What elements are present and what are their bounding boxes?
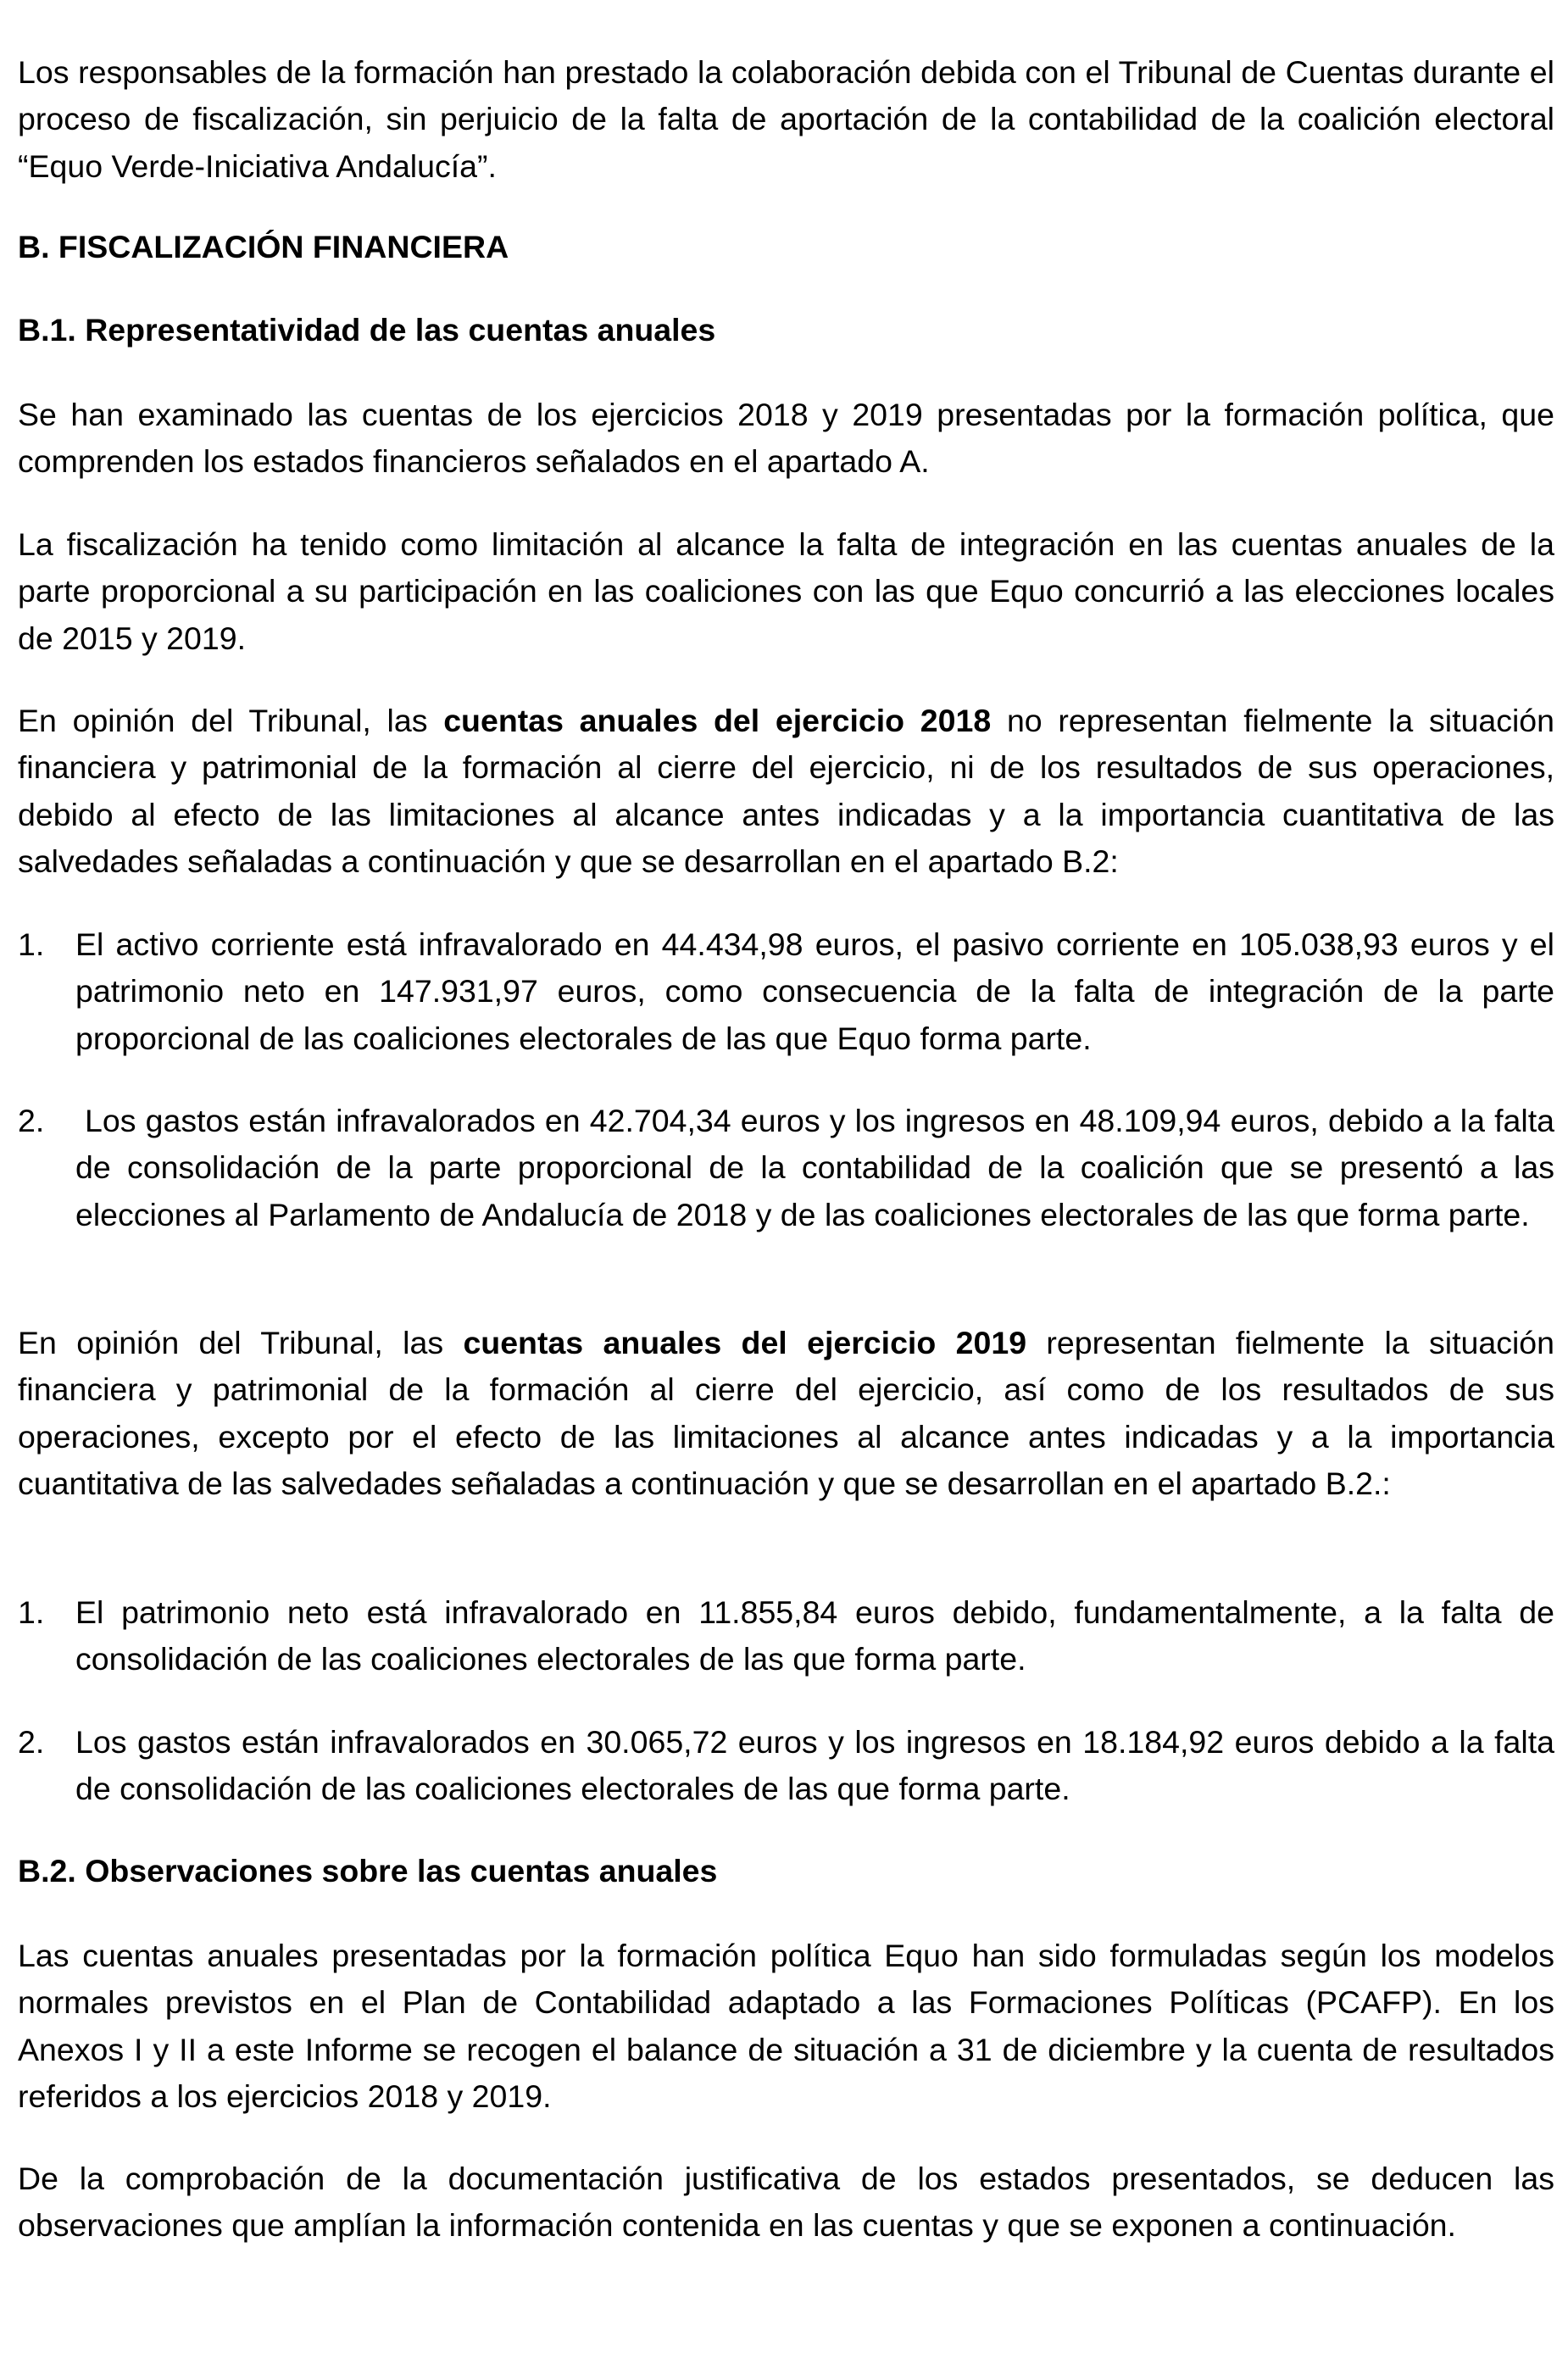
- opinion-2018-lead: En opinión del Tribunal, las: [18, 703, 444, 738]
- b2-paragraph-1: Las cuentas anuales presentadas por la formación política Equo han sido formuladas según los modelos normales previstos en el Plan de Contabilidad adaptado a las Formaciones Políticas (PCAFP). En los Anexos I y II a este Informe se recogen el balance de situación a 31 de diciembre y la cuenta de resultados referidos a los ejercicios 2018 y 2019.: [18, 1938, 1554, 2115]
- list-2019-item-1: [18, 1589, 1554, 1683]
- opinion-2019-rest: representan fielmente la situación financiera y patrimonial de la formación al cierre del ejercicio, así como de los resultados de sus operaciones, excepto por el efecto de las limitaciones al alcance antes indicadas y a la importancia cuantitativa de las salvedades señaladas a continuación y que se desarrollan en el apartado B.2.:: [18, 1325, 1554, 1502]
- section-b1-heading: B.1. Representatividad de las cuentas anuales: [18, 312, 716, 348]
- opinion-2018-rest: no representan fielmente la situación financiera y patrimonial de la formación al cierre del ejercicio, ni de los resultados de sus operaciones, debido al efecto de las limitaciones al alcance antes indicadas y a la importancia cuantitativa de las salvedades señaladas a continuación y que se desarrollan en el apartado B.2:: [18, 703, 1555, 880]
- list-2018-item-1-text: El activo corriente está infravalorado en 44.434,98 euros, el pasivo corriente en 105.038,93 euros y el patrimonio neto en 147.931,97 euros, como consecuencia de la falta de integración de la parte proporcional de las coaliciones electorales de las que Equo forma parte.: [75, 926, 1554, 1056]
- section-b-heading: B. FISCALIZACIÓN FINANCIERA: [18, 229, 509, 264]
- section-b2-heading: B.2. Observaciones sobre las cuentas anuales: [18, 1853, 718, 1889]
- b1-paragraph-1: Se han examinado las cuentas de los ejercicios 2018 y 2019 presentadas por la formación política, que comprenden los estados financieros señalados en el apartado A.: [18, 397, 1554, 480]
- intro-paragraph: Los responsables de la formación han prestado la colaboración debida con el Tribunal de Cuentas durante el proceso de fiscalización, sin perjuicio de la falta de aportación de la contabilidad de la coalición electoral “Equo Verde-Iniciativa Andalucía”.: [18, 54, 1554, 184]
- opinion-2018-bold: cuentas anuales del ejercicio 2018: [443, 703, 992, 738]
- list-2019-item-1-number: 1.: [18, 1594, 45, 1630]
- opinion-2019-lead: En opinión del Tribunal, las: [18, 1325, 464, 1360]
- list-2019-item-1-text: El patrimonio neto está infravalorado en 11.855,84 euros debido, fundamentalmente, a la falta de consolidación de las coaliciones electorales de las que forma parte.: [75, 1594, 1554, 1677]
- b1-paragraph-2: La fiscalización ha tenido como limitación al alcance la falta de integración en las cuentas anuales de la parte proporcional a su participación en las coaliciones con las que Equo concurrió a las elecciones locales de 2015 y 2019.: [18, 526, 1554, 656]
- list-2018-item-1: [18, 921, 1554, 1062]
- b2-paragraph-2: De la comprobación de la documentación justificativa de los estados presentados, se deducen las observaciones que amplían la información contenida en las cuentas y que se exponen a continuación.: [18, 2161, 1554, 2244]
- opinion-2018-paragraph: [18, 698, 1554, 886]
- list-2019-item-2: [18, 1719, 1554, 1813]
- list-2018-item-2-number: 2.: [18, 1103, 45, 1138]
- list-2019-item-2-number: 2.: [18, 1724, 45, 1760]
- opinion-2019-bold: cuentas anuales del ejercicio 2019: [463, 1325, 1027, 1360]
- list-2018-item-1-number: 1.: [18, 926, 45, 962]
- list-2018-item-2: [18, 1098, 1554, 1238]
- opinion-2019-paragraph: [18, 1320, 1554, 1508]
- list-2019-item-2-text: Los gastos están infravalorados en 30.065,72 euros y los ingresos en 18.184,92 euros debido a la falta de consolidación de las coaliciones electorales de las que forma parte.: [75, 1724, 1554, 1807]
- list-2018-item-2-text: Los gastos están infravalorados en 42.704,34 euros y los ingresos en 48.109,94 euros, debido a la falta de consolidación de la parte proporcional de la contabilidad de la coalición que se presentó a las elecciones al Parlamento de Andalucía de 2018 y de las coaliciones electorales de las que forma parte.: [75, 1103, 1554, 1232]
